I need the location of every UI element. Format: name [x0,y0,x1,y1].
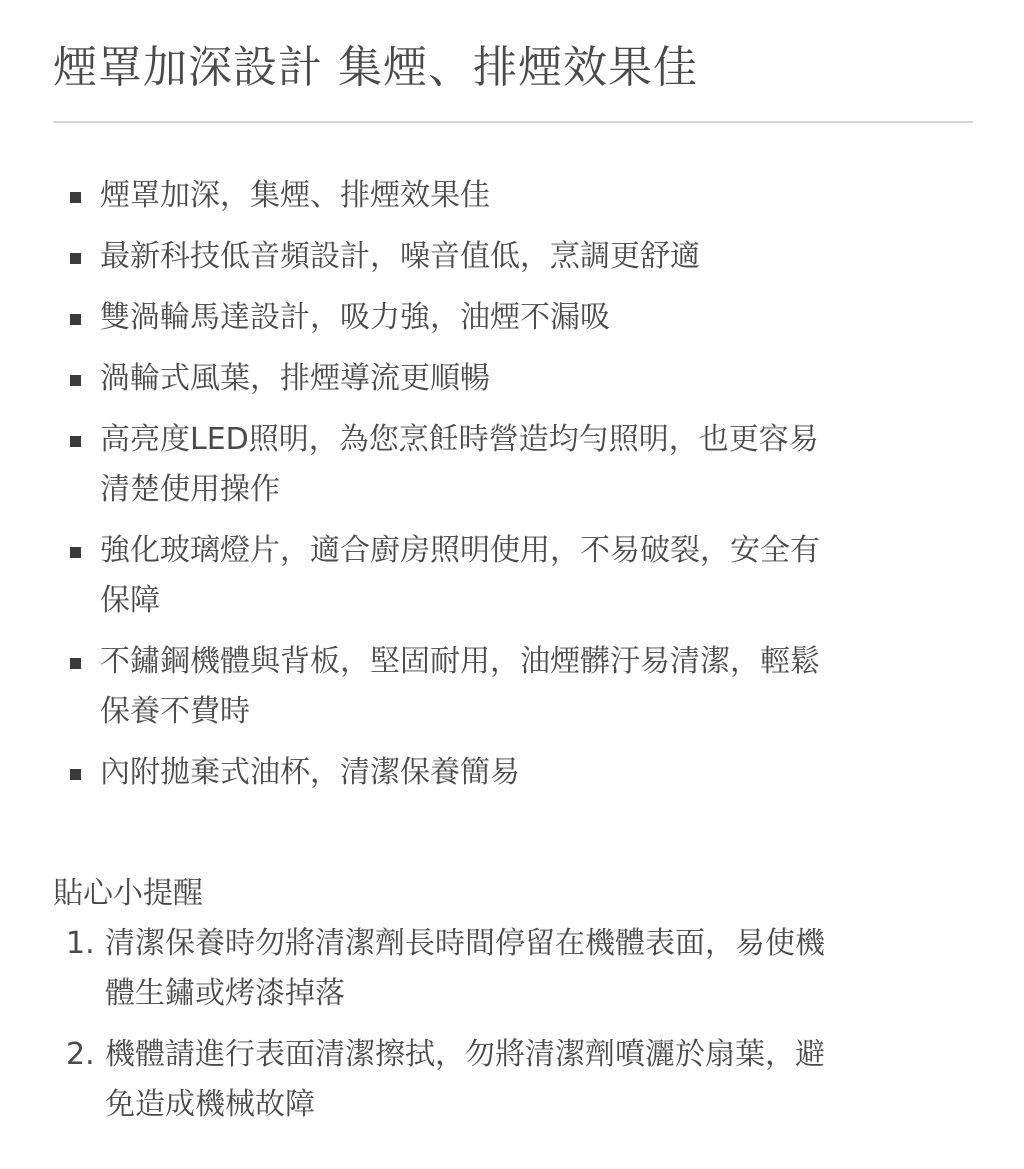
feature-item [67,293,907,343]
feature-text-line: 煙罩加深，集煙、排煙效果佳 [100,178,490,213]
feature-item [67,415,907,515]
square-bullet-icon [70,436,81,447]
square-bullet-icon [70,658,81,669]
tip-text-line: 免造成機械故障 [105,1087,315,1122]
feature-item [67,232,907,282]
feature-item [67,748,907,798]
tip-number: 1. [66,926,95,961]
tips-list [60,919,910,1141]
tip-item [60,919,910,1019]
square-bullet-icon [70,547,81,558]
feature-text-line: 強化玻璃燈片，適合廚房照明使用，不易破裂，安全有 [100,533,820,568]
page-title: 煙罩加深設計 集煙、排煙效果佳 [53,42,698,93]
square-bullet-icon [70,314,81,325]
feature-item [67,171,907,221]
feature-text-line: 高亮度LED照明，為您烹飪時營造均勻照明，也更容易 [100,422,819,457]
tip-text-line: 體生鏽或烤漆掉落 [105,976,345,1011]
feature-text-line: 最新科技低音頻設計，噪音值低，烹調更舒適 [100,239,700,274]
square-bullet-icon [70,375,81,386]
tips-heading: 貼心小提醒 [53,876,203,911]
feature-item [67,637,907,737]
feature-text-line: 雙渦輪馬達設計，吸力強，油煙不漏吸 [100,300,610,335]
tip-number: 2. [66,1037,95,1072]
feature-text-line: 渦輪式風葉，排煙導流更順暢 [100,361,490,396]
tip-text-line: 清潔保養時勿將清潔劑長時間停留在機體表面，易使機 [105,926,825,961]
feature-text-line: 保養不費時 [100,694,250,729]
tip-item [60,1030,910,1130]
feature-text-line: 清楚使用操作 [100,472,280,507]
feature-text-line: 保障 [100,583,160,618]
square-bullet-icon [70,253,81,264]
feature-text-line: 不鏽鋼機體與背板，堅固耐用，油煙髒汙易清潔，輕鬆 [100,644,820,679]
square-bullet-icon [70,769,81,780]
feature-item [67,354,907,404]
tip-text-line: 機體請進行表面清潔擦拭，勿將清潔劑噴灑於扇葉，避 [105,1037,825,1072]
title-divider [53,121,973,123]
feature-text-line: 內附拋棄式油杯，清潔保養簡易 [100,755,520,790]
square-bullet-icon [70,192,81,203]
feature-list [67,171,907,809]
feature-item [67,526,907,626]
